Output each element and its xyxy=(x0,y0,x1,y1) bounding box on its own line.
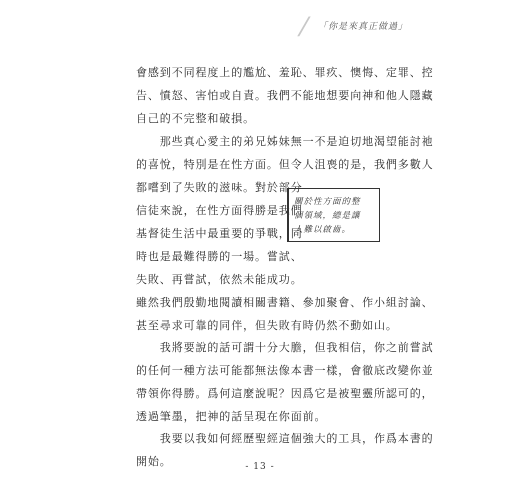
paragraph-line: 告、憤怒、害怕或自責。我們不能地想要向神和他人隱藏 xyxy=(136,89,434,102)
paragraph-1 xyxy=(136,61,434,130)
pull-quote-line: 關於性方面的整 xyxy=(294,197,361,207)
paragraph-line: 自己的不完整和破損。 xyxy=(136,112,255,125)
pull-quote-text xyxy=(294,195,361,237)
paragraph-2 xyxy=(136,130,434,337)
running-header xyxy=(296,12,490,40)
pull-quote-line: 人難以啟齒。 xyxy=(294,225,352,235)
paragraph-line: 那些真心愛主的弟兄姊妹無一不是迫切地渴望能討祂 xyxy=(136,135,434,148)
paragraph-line: 開始。 xyxy=(136,455,172,468)
header-title: 「你是來真正做過」 xyxy=(318,22,409,32)
paragraph-line: 甚至尋求可靠的同伴，但失敗有時仍然不動如山。 xyxy=(136,319,398,332)
paragraph-line: 時也是最難得勝的一場。嘗試、 xyxy=(136,250,303,263)
page-number: - 13 - xyxy=(245,462,275,472)
pull-quote-line: 個領域，總是讓 xyxy=(294,211,361,221)
paragraph-line: 透過筆墨，把神的話呈現在你面前。 xyxy=(136,410,327,423)
paragraph-line: 失敗、再嘗試，依然未能成功。 xyxy=(136,273,303,286)
pull-quote-box xyxy=(287,188,380,242)
paragraph-line: 信徒來說，在性方面得勝是我們 xyxy=(136,204,303,217)
paragraph-line: 基督徒生活中最重要的爭戰，同 xyxy=(136,227,303,240)
paragraph-line: 的任何一種方法可能都無法像本書一樣，會徹底改變你並 xyxy=(136,364,434,377)
paragraph-line: 帶領你得勝。爲何這麼說呢？因爲它是被聖靈所認可的， xyxy=(136,387,434,400)
paragraph-line: 雖然我們殷勤地閱讀相關書籍、參加聚會、作小組討論、 xyxy=(136,296,434,309)
header-slash-decoration: / xyxy=(296,12,312,40)
paragraph-line: 會感到不同程度上的尷尬、羞恥、罪疚、懊悔、定罪、控 xyxy=(136,66,434,79)
paragraph-line: 的喜悅，特別是在性方面。但令人沮喪的是，我們多數人 xyxy=(136,158,434,171)
paragraph-line: 都嚐到了失敗的滋味。對於部分 xyxy=(136,181,303,194)
paragraph-3 xyxy=(136,336,434,428)
paragraph-line: 我要以我如何經歷聖經這個強大的工具，作爲本書的 xyxy=(136,432,434,445)
paragraph-line: 我將要說的話可謂十分大膽，但我相信，你之前嘗試 xyxy=(136,341,434,354)
